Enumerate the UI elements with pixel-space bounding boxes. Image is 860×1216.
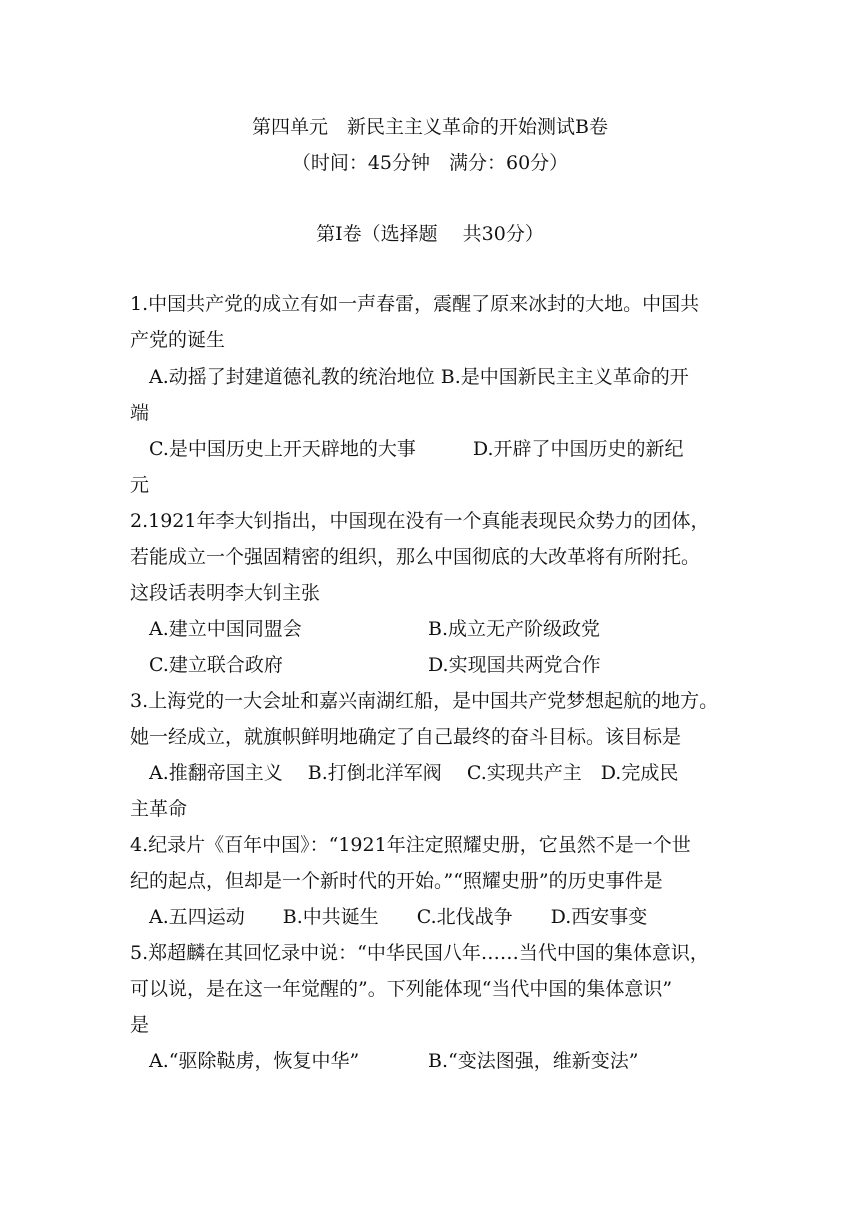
question-5-option-b: B.“变法图强，维新变法” bbox=[428, 1050, 639, 1072]
question-1-options-row-2: C.是中国历史上开天辟地的大事 D.开辟了中国历史的新纪 bbox=[149, 438, 684, 460]
question-2-option-a: A.建立中国同盟会 bbox=[149, 618, 302, 640]
question-1-options-row-2-wrap: 元 bbox=[130, 474, 150, 496]
question-2-option-b: B.成立无产阶级政党 bbox=[428, 618, 601, 640]
question-5-stem-line-2: 可以说，是在这一年觉醒的”。下列能体现“当代中国的集体意识” bbox=[130, 978, 673, 1000]
section-heading: 第Ⅰ卷（选择题 共30分） bbox=[316, 223, 544, 245]
question-4-stem-line-2: 纪的起点，但却是一个新时代的开始。”“照耀史册”的历史事件是 bbox=[130, 870, 663, 892]
question-3-options-row: A.推翻帝国主义 B.打倒北洋军阀 C.实现共产主 D.完成民 bbox=[149, 762, 679, 784]
question-4-stem-line-1: 4.纪录片《百年中国》：“1921年注定照耀史册，它虽然不是一个世 bbox=[130, 834, 691, 856]
question-2-stem-line-2: 若能成立一个强固精密的组织，那么中国彻底的大改革将有所附托。 bbox=[130, 546, 701, 568]
question-2-option-d: D.实现国共两党合作 bbox=[428, 654, 601, 676]
question-4-options-row: A.五四运动 B.中共诞生 C.北伐战争 D.西安事变 bbox=[149, 906, 648, 928]
question-5-stem-line-1: 5.郑超麟在其回忆录中说：“中华民国八年……当代中国的集体意识， bbox=[130, 942, 709, 964]
question-3-options-row-wrap: 主革命 bbox=[130, 798, 188, 820]
question-2-option-c: C.建立联合政府 bbox=[149, 654, 283, 676]
question-3-stem-line-2: 她一经成立，就旗帜鲜明地确定了自己最终的奋斗目标。该目标是 bbox=[130, 726, 682, 748]
question-5-stem-line-3: 是 bbox=[130, 1014, 150, 1036]
question-1-options-row-1: A.动摇了封建道德礼教的统治地位 B.是中国新民主主义革命的开 bbox=[149, 366, 689, 388]
question-3-stem-line-1: 3.上海党的一大会址和嘉兴南湖红船，是中国共产党梦想起航的地方。 bbox=[130, 690, 719, 712]
exam-title: 第四单元 新民主主义革命的开始测试B卷 bbox=[252, 116, 608, 138]
question-5-option-a: A.“驱除鞑虏，恢复中华” bbox=[149, 1050, 360, 1072]
question-1-options-row-1-wrap: 端 bbox=[130, 402, 150, 424]
question-2-stem-line-1: 2.1921年李大钊指出，中国现在没有一个真能表现民众势力的团体， bbox=[130, 510, 710, 532]
exam-subtitle: （时间：45分钟 满分：60分） bbox=[291, 152, 569, 174]
question-1-stem-line-1: 1.中国共产党的成立有如一声春雷，震醒了原来冰封的大地。中国共 bbox=[130, 293, 700, 315]
question-1-stem-line-2: 产党的诞生 bbox=[130, 329, 226, 351]
question-2-stem-line-3: 这段话表明李大钊主张 bbox=[130, 582, 321, 604]
